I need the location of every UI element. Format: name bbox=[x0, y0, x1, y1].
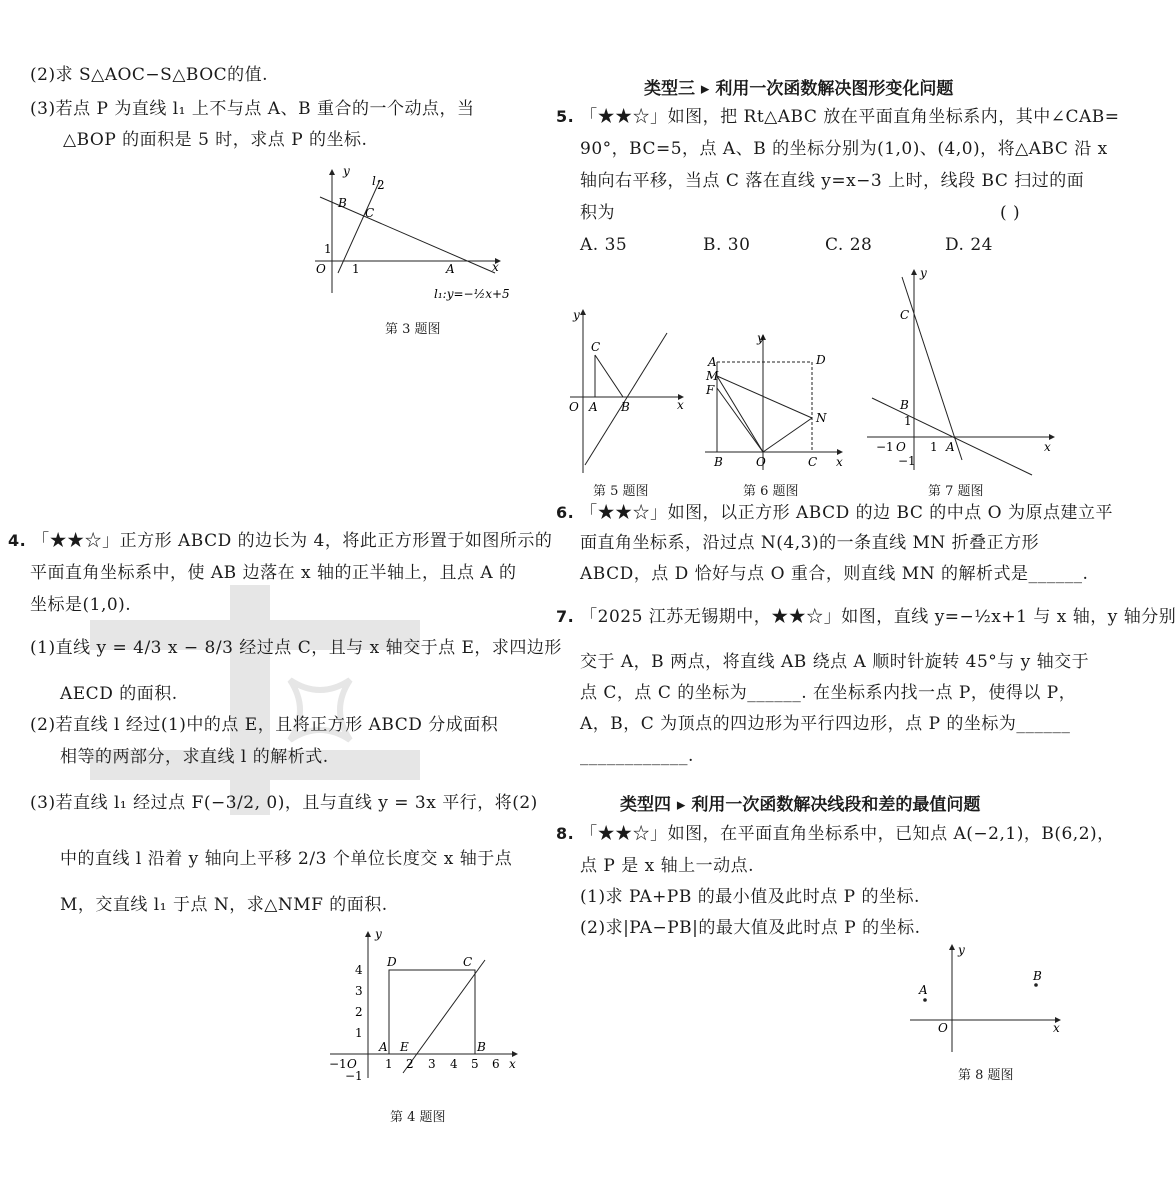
svg-text:C: C bbox=[591, 340, 601, 354]
q4-line2: 平面直角坐标系中，使 AB 边落在 x 轴的正半轴上，且点 A 的 bbox=[30, 563, 517, 583]
q6-line1-text: 「★★☆」如图，以正方形 ABCD 的边 BC 的中点 O 为原点建立平 bbox=[580, 503, 1114, 523]
q6-line2: 面直角坐标系，沿过点 N(4,3)的一条直线 MN 折叠正方形 bbox=[580, 533, 1040, 553]
svg-text:F: F bbox=[706, 383, 715, 397]
figure-3 bbox=[310, 165, 530, 315]
svg-text:A: A bbox=[446, 262, 455, 276]
svg-text:D: D bbox=[816, 353, 826, 367]
fig7-caption: 第 7 题图 bbox=[928, 484, 984, 499]
figure-4 bbox=[325, 928, 525, 1088]
svg-text:N: N bbox=[816, 411, 827, 425]
svg-text:A: A bbox=[589, 400, 598, 414]
fig3-caption: 第 3 题图 bbox=[385, 322, 441, 337]
svg-text:C: C bbox=[365, 206, 375, 220]
type4-heading: 类型四 ▸ 利用一次函数解决线段和差的最值问题 bbox=[620, 795, 981, 815]
svg-text:y: y bbox=[958, 943, 965, 957]
svg-text:y: y bbox=[343, 164, 350, 178]
fig6-caption: 第 6 题图 bbox=[743, 484, 799, 499]
q6-line1 bbox=[556, 502, 1113, 524]
q5-option-d: D. 24 bbox=[945, 235, 993, 255]
svg-text:C: C bbox=[808, 455, 818, 469]
q8-line1-text: 「★★☆」如图，在平面直角坐标系中，已知点 A(−2,1)，B(6,2)， bbox=[580, 824, 1115, 844]
svg-text:O: O bbox=[896, 440, 906, 454]
q3-part2: (2)求 S△AOC−S△BOC的值. bbox=[30, 65, 269, 85]
q5-line1 bbox=[556, 106, 1120, 128]
q5-option-b: B. 30 bbox=[703, 235, 751, 255]
q4-part2-line2: 相等的两部分，求直线 l 的解析式. bbox=[60, 747, 329, 767]
svg-text:O: O bbox=[756, 455, 766, 469]
svg-text:4: 4 bbox=[450, 1057, 458, 1071]
svg-text:A: A bbox=[946, 440, 955, 454]
svg-text:B: B bbox=[714, 455, 723, 469]
q4-part3-line3: M，交直线 l₁ 于点 N，求△NMF 的面积. bbox=[60, 895, 388, 915]
q4-part3-line1: (3)若直线 l₁ 经过点 F(−3/2, 0)，且与直线 y = 3x 平行，将(2) bbox=[30, 793, 538, 813]
svg-text:1: 1 bbox=[930, 440, 938, 454]
q7-line3: 点 C，点 C 的坐标为______. 在坐标系内找一点 P，使得以 P， bbox=[580, 683, 1077, 703]
q8-number: 8. bbox=[556, 824, 575, 843]
svg-text:O: O bbox=[569, 400, 579, 414]
svg-text:−1: −1 bbox=[876, 440, 894, 454]
q6-number: 6. bbox=[556, 503, 575, 522]
q5-line2: 90°，BC=5，点 A、B 的坐标分别为(1,0)、(4,0)，将△ABC 沿 x bbox=[580, 139, 1108, 159]
svg-text:A: A bbox=[379, 1040, 388, 1054]
svg-text:D: D bbox=[387, 955, 397, 969]
svg-text:x: x bbox=[509, 1057, 516, 1071]
svg-text:y: y bbox=[920, 266, 927, 280]
svg-text:y: y bbox=[573, 308, 580, 322]
svg-text:y: y bbox=[757, 331, 764, 345]
q3-part3-line1: (3)若点 P 为直线 l₁ 上不与点 A、B 重合的一个动点，当 bbox=[30, 99, 475, 119]
q8-line1 bbox=[556, 823, 1115, 845]
q3-part3-line2: △BOP 的面积是 5 时，求点 P 的坐标. bbox=[63, 130, 368, 150]
q4-part3-line2: 中的直线 l 沿着 y 轴向上平移 2/3 个单位长度交 x 轴于点 bbox=[60, 849, 513, 869]
svg-text:2: 2 bbox=[355, 1005, 363, 1019]
q5-line4: 积为 bbox=[580, 203, 615, 223]
fig8-caption: 第 8 题图 bbox=[958, 1068, 1014, 1083]
svg-text:C: C bbox=[900, 308, 910, 322]
q4-number: 4. bbox=[8, 531, 27, 550]
q7-number: 7. bbox=[556, 607, 575, 626]
svg-text:−1: −1 bbox=[898, 454, 916, 468]
q8-part2: (2)求|PA−PB|的最大值及此时点 P 的坐标. bbox=[580, 918, 921, 938]
q4-part2-line1: (2)若直线 l 经过(1)中的点 E，且将正方形 ABCD 分成面积 bbox=[30, 715, 499, 735]
q5-line3: 轴向右平移，当点 C 落在直线 y=x−3 上时，线段 BC 扫过的面 bbox=[580, 171, 1085, 191]
svg-text:1: 1 bbox=[352, 262, 360, 276]
svg-text:3: 3 bbox=[355, 984, 363, 998]
q7-line1 bbox=[556, 606, 1176, 628]
q7-line4: A，B，C 为顶点的四边形为平行四边形，点 P 的坐标为______ bbox=[580, 714, 1071, 734]
svg-text:2: 2 bbox=[377, 178, 385, 192]
q5-number: 5. bbox=[556, 107, 575, 126]
svg-text:C: C bbox=[463, 955, 473, 969]
q4-line1-text: 正方形 ABCD 的边长为 4，将此正方形置于如图所示的 bbox=[119, 531, 553, 551]
fig5-caption: 第 5 题图 bbox=[593, 484, 649, 499]
svg-text:O: O bbox=[347, 1057, 357, 1071]
figure-6 bbox=[700, 330, 850, 475]
svg-text:3: 3 bbox=[428, 1057, 436, 1071]
svg-text:A: A bbox=[919, 983, 928, 997]
svg-text:A: A bbox=[708, 355, 717, 369]
q4-tag: 「★★☆」 bbox=[32, 531, 120, 551]
svg-text:B: B bbox=[338, 196, 347, 210]
svg-text:6: 6 bbox=[492, 1057, 500, 1071]
q8-part1: (1)求 PA+PB 的最小值及此时点 P 的坐标. bbox=[580, 887, 920, 907]
fig3-line-label: l₁:y=−½x+5 bbox=[434, 287, 510, 301]
svg-text:x: x bbox=[1053, 1021, 1060, 1035]
figure-5 bbox=[565, 305, 690, 475]
q8-line2: 点 P 是 x 轴上一动点. bbox=[580, 856, 755, 876]
q7-line2: 交于 A，B 两点，将直线 AB 绕点 A 顺时针旋转 45°与 y 轴交于 bbox=[580, 652, 1090, 672]
figure-8 bbox=[905, 940, 1065, 1055]
svg-text:−1: −1 bbox=[345, 1069, 363, 1083]
q4-line3: 坐标是(1,0). bbox=[30, 595, 132, 615]
svg-text:O: O bbox=[938, 1021, 948, 1035]
svg-text:1: 1 bbox=[385, 1057, 393, 1071]
svg-text:B: B bbox=[900, 398, 909, 412]
svg-text:2: 2 bbox=[406, 1057, 414, 1071]
svg-text:x: x bbox=[1044, 440, 1051, 454]
svg-text:x: x bbox=[492, 260, 499, 274]
svg-text:E: E bbox=[400, 1040, 409, 1054]
svg-text:y: y bbox=[375, 927, 382, 941]
q5-option-a: A. 35 bbox=[580, 235, 628, 255]
q5-line1-text: 「★★☆」如图，把 Rt△ABC 放在平面直角坐标系内，其中∠CAB= bbox=[580, 107, 1120, 127]
svg-text:−1: −1 bbox=[329, 1057, 347, 1071]
q6-line3: ABCD，点 D 恰好与点 O 重合，则直线 MN 的解析式是______. bbox=[580, 564, 1089, 584]
svg-text:1: 1 bbox=[904, 414, 912, 428]
q7-line1-text: 「2025 江苏无锡期中，★★☆」如图，直线 y=−½x+1 与 x 轴，y 轴分别 bbox=[580, 607, 1176, 627]
fig4-caption: 第 4 题图 bbox=[390, 1110, 446, 1125]
svg-text:l: l bbox=[372, 174, 376, 188]
svg-text:B: B bbox=[1033, 969, 1042, 983]
svg-text:B: B bbox=[477, 1040, 486, 1054]
svg-text:1: 1 bbox=[355, 1026, 363, 1040]
svg-text:x: x bbox=[677, 398, 684, 412]
q4-line1 bbox=[8, 530, 552, 552]
q5-option-c: C. 28 bbox=[825, 235, 873, 255]
svg-text:5: 5 bbox=[471, 1057, 479, 1071]
figure-7 bbox=[862, 265, 1062, 475]
type3-heading: 类型三 ▸ 利用一次函数解决图形变化问题 bbox=[644, 79, 954, 99]
svg-text:1: 1 bbox=[324, 242, 332, 256]
svg-text:O: O bbox=[316, 262, 326, 276]
svg-text:4: 4 bbox=[355, 963, 363, 977]
q5-answer-paren: ( ) bbox=[1000, 203, 1021, 223]
q7-line5: ____________. bbox=[580, 746, 694, 766]
svg-text:B: B bbox=[621, 400, 630, 414]
q4-part1-line1: (1)直线 y = 4/3 x − 8/3 经过点 C，且与 x 轴交于点 E，求四边形 bbox=[30, 638, 562, 658]
q4-part1-line2: AECD 的面积. bbox=[60, 684, 178, 704]
svg-text:M: M bbox=[706, 369, 719, 383]
svg-text:x: x bbox=[836, 455, 843, 469]
